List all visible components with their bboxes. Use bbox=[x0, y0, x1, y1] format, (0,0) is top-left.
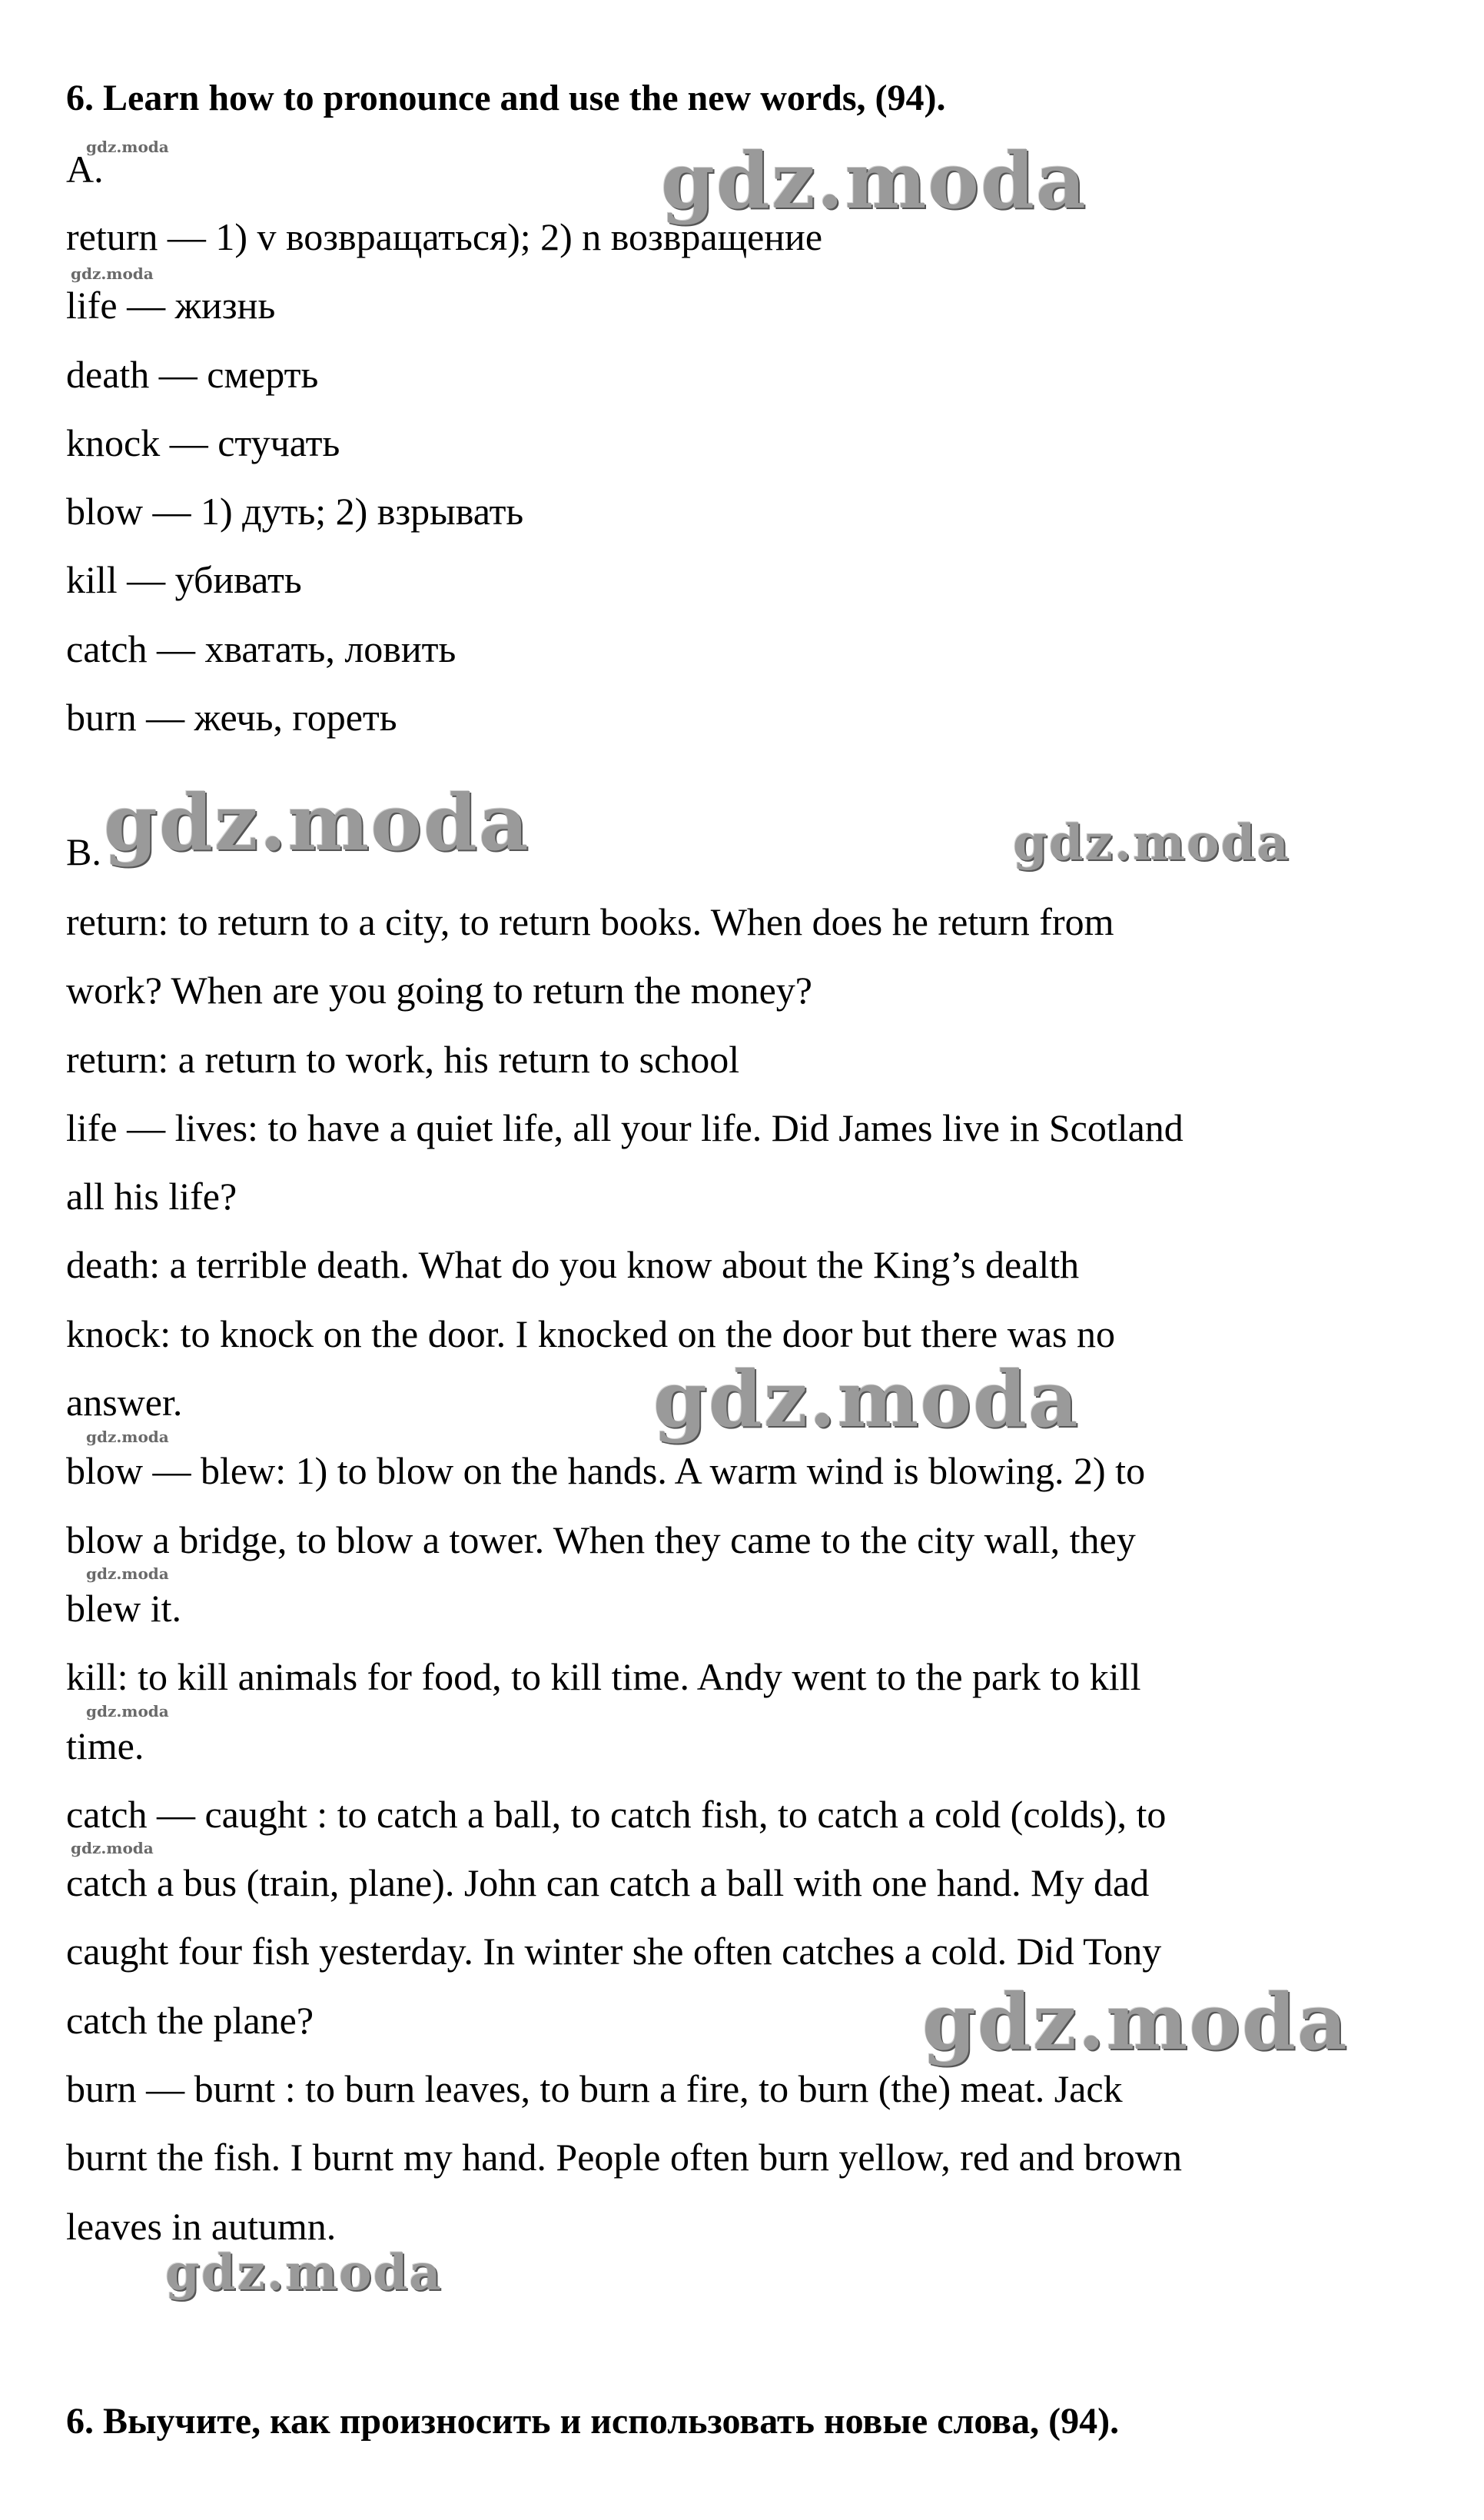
example-line: catch the plane? bbox=[66, 1998, 314, 2042]
watermark: gdz.moda bbox=[1013, 814, 1290, 872]
watermark: gdz.moda bbox=[653, 1354, 1080, 1445]
example-line: kill: to kill animals for food, to kill time. Andy went to the park to kill bbox=[66, 1655, 1141, 1699]
watermark: gdz.moda bbox=[86, 1564, 169, 1583]
watermark: gdz.moda bbox=[922, 1976, 1349, 2067]
watermark: gdz.moda bbox=[104, 777, 530, 868]
watermark: gdz.moda bbox=[71, 264, 154, 283]
example-line: time. bbox=[66, 1724, 144, 1767]
example-line: answer. bbox=[66, 1381, 183, 1425]
watermark: gdz.moda bbox=[71, 1839, 154, 1857]
watermark: gdz.moda bbox=[86, 1702, 169, 1720]
vocab-line: return — 1) v возвращаться); 2) n возвращение bbox=[66, 215, 823, 258]
example-line: caught four fish yesterday. In winter she often catches a cold. Did Tony bbox=[66, 1930, 1162, 1973]
example-line: death: a terrible death. What do you know about the King’s dealth bbox=[66, 1243, 1080, 1287]
example-line: blew it. bbox=[66, 1586, 181, 1630]
exercise-heading-en: 6. Learn how to pronounce and use the new words, (94). bbox=[66, 78, 946, 118]
vocab-line: death — смерть bbox=[66, 352, 319, 396]
watermark: gdz.moda bbox=[86, 138, 169, 156]
example-line: life — lives: to have a quiet life, all your life. Did James live in Scotland bbox=[66, 1105, 1184, 1149]
example-line: all his life? bbox=[66, 1175, 237, 1218]
vocab-line: blow — 1) дуть; 2) взрывать bbox=[66, 490, 524, 534]
watermark: gdz.moda bbox=[86, 1428, 169, 1446]
section-b-label: B. bbox=[66, 830, 101, 873]
section-b-examples bbox=[66, 888, 1184, 2261]
example-line: knock: to knock on the door. I knocked on the door but there was no bbox=[66, 1312, 1115, 1355]
example-line: burn — burnt : to burn leaves, to burn a fire, to burn (the) meat. Jack bbox=[66, 2067, 1123, 2111]
section-a-label: A. bbox=[66, 148, 104, 191]
example-line: blow — blew: 1) to blow on the hands. A warm wind is blowing. 2) to bbox=[66, 1449, 1146, 1493]
vocab-line: catch — хватать, ловить bbox=[66, 627, 456, 670]
exercise-heading-ru: 6. Выучите, как произносить и использовать новые слова, (94). bbox=[66, 2401, 1120, 2442]
example-line: burnt the fish. I burnt my hand. People often burn yellow, red and brown bbox=[66, 2136, 1183, 2179]
watermark: gdz.moda bbox=[661, 135, 1087, 226]
example-line: blow a bridge, to blow a tower. When they came to the city wall, they bbox=[66, 1518, 1136, 1561]
example-line: work? When are you going to return the money? bbox=[66, 969, 812, 1012]
watermark: gdz.moda bbox=[165, 2244, 443, 2302]
example-line: catch a bus (train, plane). John can catch a ball with one hand. My dad bbox=[66, 1861, 1150, 1905]
example-line: leaves in autumn. bbox=[66, 2204, 337, 2248]
section-a-vocabulary-list bbox=[66, 203, 822, 752]
example-line: catch — caught : to catch a ball, to catch fish, to catch a cold (colds), to bbox=[66, 1792, 1167, 1836]
example-line: return: to return to a city, to return books. When does he return from bbox=[66, 900, 1114, 943]
vocab-line: life — жизнь bbox=[66, 284, 276, 327]
vocab-line: knock — стучать bbox=[66, 421, 340, 464]
vocab-line: kill — убивать bbox=[66, 558, 302, 602]
vocab-line: burn — жечь, гореть bbox=[66, 696, 397, 740]
example-line: return: a return to work, his return to school bbox=[66, 1037, 740, 1081]
